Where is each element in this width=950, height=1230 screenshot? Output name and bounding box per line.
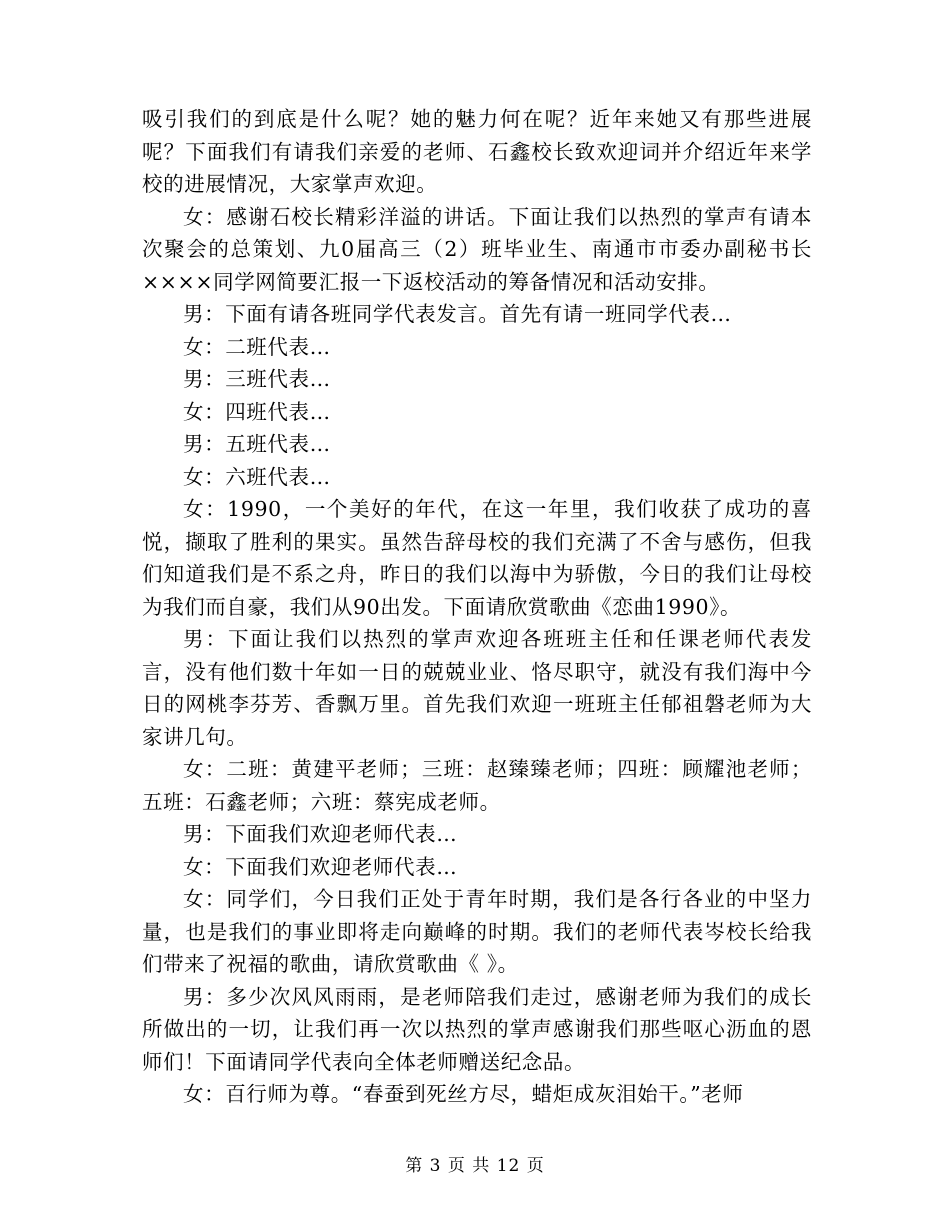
paragraph-3: 男：下面有请各班同学代表发言。首先有请一班同学代表… — [183, 302, 732, 326]
footer-prefix: 第 — [405, 1156, 424, 1176]
paragraph-4: 女：二班代表… — [183, 334, 331, 359]
paragraph-7: 男：五班代表… — [183, 432, 331, 456]
paragraph-9: 女：1990，一个美好的年代，在这一年里，我们收获了成功的喜悦，撷取了胜利的果实。虽然告辞母校的我们充满了不舍与感伤，但我们知道我们是不系之舟，昨日的我们以海中为骄傲，今日的我们让母校为我们而自豪，我们从90出发。下面请欣赏歌曲《恋曲1990》。 — [142, 497, 812, 619]
paragraph-16: 女：百行师为尊。“春蚕到死丝方尽，蜡炬成灰泪始干。”老师 — [183, 1082, 744, 1106]
footer-total-pages: 12 — [496, 1156, 521, 1176]
paragraph-14: 女：同学们，今日我们正处于青年时期，我们是各行各业的中坚力量，也是我们的事业即将走向巅峰的时期。我们的老师代表岑校长给我们带来了祝福的歌曲，请欣赏歌曲《 》。 — [142, 887, 812, 976]
document-body — [142, 103, 812, 1111]
paragraph-12: 男：下面我们欢迎老师代表… — [183, 822, 458, 846]
paragraph-6: 女：四班代表… — [183, 399, 331, 424]
paragraph-8: 女：六班代表… — [183, 464, 331, 489]
paragraph-5: 男：三班代表… — [183, 367, 331, 391]
paragraph-11: 女：二班：黄建平老师；三班：赵臻臻老师；四班：顾耀池老师；五班：石鑫老师；六班：蔡宪成老师。 — [142, 757, 812, 814]
paragraph-2: 女：感谢石校长精彩洋溢的讲话。下面让我们以热烈的掌声有请本次聚会的总策划、九0届高三（2）班毕业生、南通市市委办副秘书长××××同学网简要汇报一下返校活动的筹备情况和活动安排。 — [142, 204, 812, 294]
page-footer — [0, 1151, 950, 1176]
footer-middle: 页 共 — [447, 1156, 491, 1176]
paragraph-10: 男：下面让我们以热烈的掌声欢迎各班班主任和任课老师代表发言，没有他们数十年如一日的兢兢业业、恪尽职守，就没有我们海中今日的网桃李芬芳、香飘万里。首先我们欢迎一班班主任郁祖磐老师为大家讲几句。 — [142, 627, 812, 749]
paragraph-15: 男：多少次风风雨雨，是老师陪我们走过，感谢老师为我们的成长所做出的一切，让我们再一次以热烈的掌声感谢我们那些呕心沥血的恩师们！下面请同学代表向全体老师赠送纪念品。 — [142, 984, 812, 1074]
paragraph-1: 吸引我们的到底是什么呢？她的魅力何在呢？近年来她又有那些进展呢？下面我们有请我们亲爱的老师、石鑫校长致欢迎词并介绍近年来学校的进展情况，大家掌声欢迎。 — [142, 107, 812, 196]
footer-suffix: 页 — [526, 1156, 545, 1176]
paragraph-13: 女：下面我们欢迎老师代表… — [183, 854, 458, 879]
footer-current-page: 3 — [429, 1156, 442, 1176]
